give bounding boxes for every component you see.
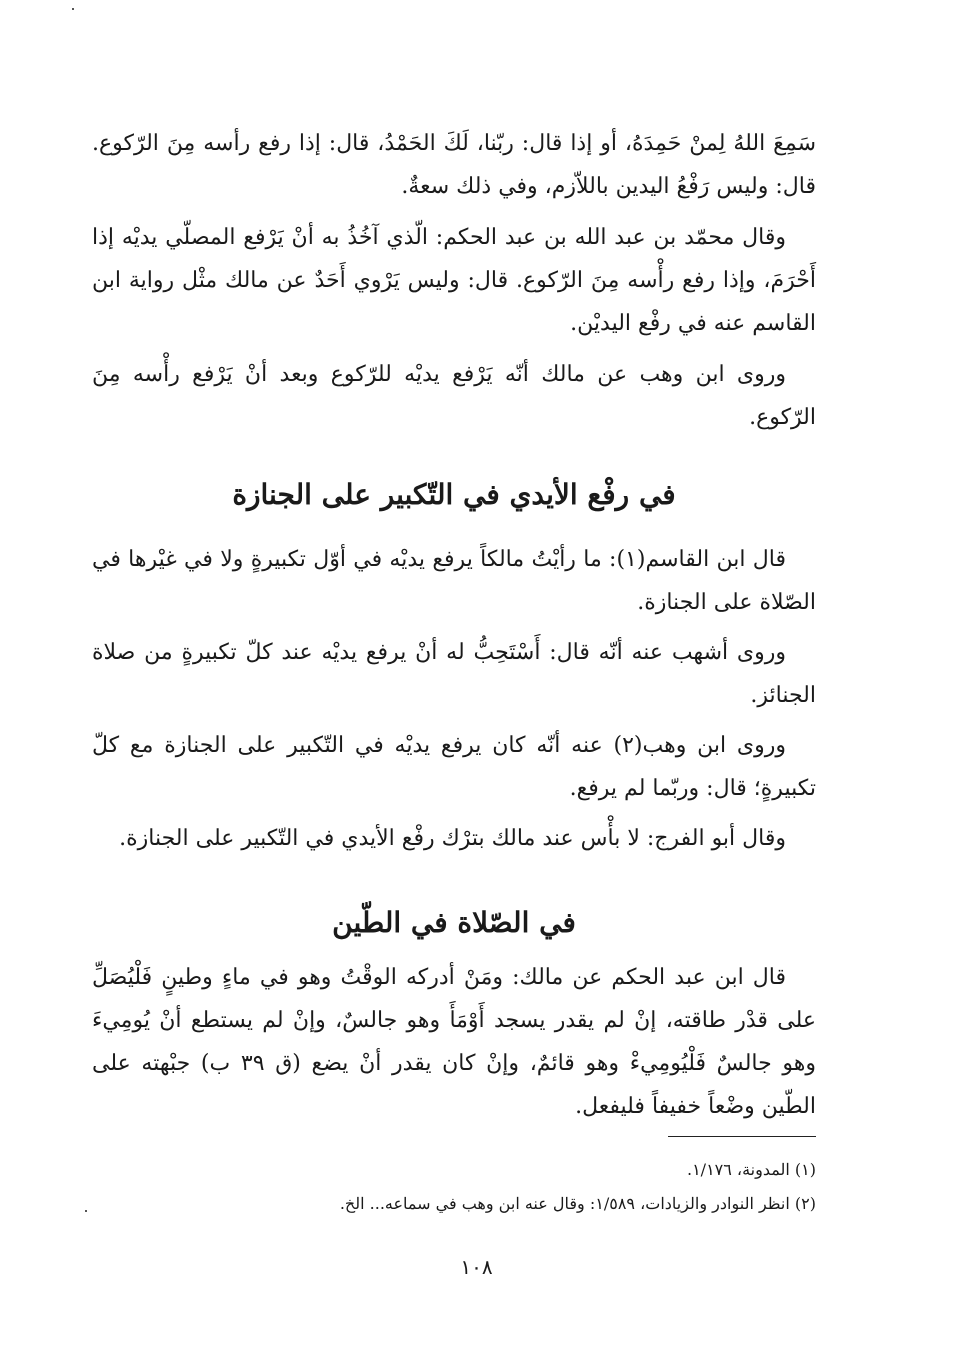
paragraph: قال ابن عبد الحكم عن مالك: ومَنْ أدركه الوقْتُ وهو في ماءٍ وطينٍ فَلْيُصَلِّ على قدْر طاقته، إنْ لم يقدر يسجد أَوْمَأَ وهو جالسٌ، وإنْ لم يستطع أنْ يُومِيءَ وهو جالسٌ فَلْيُومِيءْ وهو قائمٌ، وإنْ كان يقدر أنْ يضع (ق ٣٩ ب) جبْهته على الطّين وضْعاً خفيفاً فليفعل.: [92, 965, 816, 1119]
paragraph: وروى ابن وهب(٢) عنه أنّه كان يرفع يديْه في التّكبير على الجنازة مع كلّ تكبيرةٍ؛ قال: وربّما لم يرفع.: [92, 733, 816, 801]
footnote-divider: [668, 1136, 816, 1137]
paragraph: سَمِعَ اللهُ لِمنْ حَمِدَهُ، أو إذا قال: ربّنا، لَكَ الحَمْدُ، قال: إذا رفع رأسه مِنَ الرّكوع. قال: وليس رَفْعُ اليدين باللاّزم، وفي ذلك سعةٌ.: [92, 131, 816, 199]
paragraph: قال ابن القاسم(١): ما رأيْتُ مالكاً يرفع يديْه في أوّل تكبيرةٍ ولا في غيْرها في الصّلاة على الجنازة.: [92, 547, 816, 615]
paragraph: وقال محمّد بن عبد الله بن عبد الحكم: الّذي آخُذُ به أنْ يَرْفع المصلّي يديْه إذا أَحْرَمَ، وإذا رفع رأْسه مِنَ الرّكوع. قال: وليس يَرْوي أَحَدٌ عن مالك مثْل رواية ابن القاسم عنه في رفْع اليديْن.: [92, 225, 816, 336]
text-section-top: [92, 122, 816, 439]
paragraph: وقال أبو الفرج: لا بأْس عند مالك بترْك رفْع الأيدي في التّكبير على الجنازة.: [119, 826, 786, 851]
scan-speck: [85, 1210, 87, 1212]
scan-speck: [72, 8, 74, 10]
paragraph: وروى ابن وهب عن مالك أنّه يَرْفع يديْه للرّكوع وبعد أنْ يَرْفع رأْسه مِنَ الرّكوع.: [92, 362, 816, 430]
page-number: ١٠٨: [460, 1255, 493, 1279]
text-section-middle: [92, 538, 816, 860]
footnote: (١) المدونة، ١/١٧٦.: [686, 1160, 816, 1179]
footnotes: [92, 1153, 816, 1221]
text-section-bottom: [92, 956, 816, 1128]
section-heading: في رفْع الأيدي في التّكبير على الجنازة: [232, 478, 676, 511]
section-heading: في الصّلاة في الطّين: [332, 906, 576, 939]
paragraph: وروى أشهب عنه أنّه قال: أَسْتَحِبُّ له أنْ يرفع يديْه عند كلّ تكبيرةٍ من صلاة الجنائز.: [92, 640, 816, 708]
footnote: (٢) انظر النوادر والزيادات، ١/٥٨٩: وقال عنه ابن وهب في سماعه... الخ.: [339, 1194, 816, 1213]
